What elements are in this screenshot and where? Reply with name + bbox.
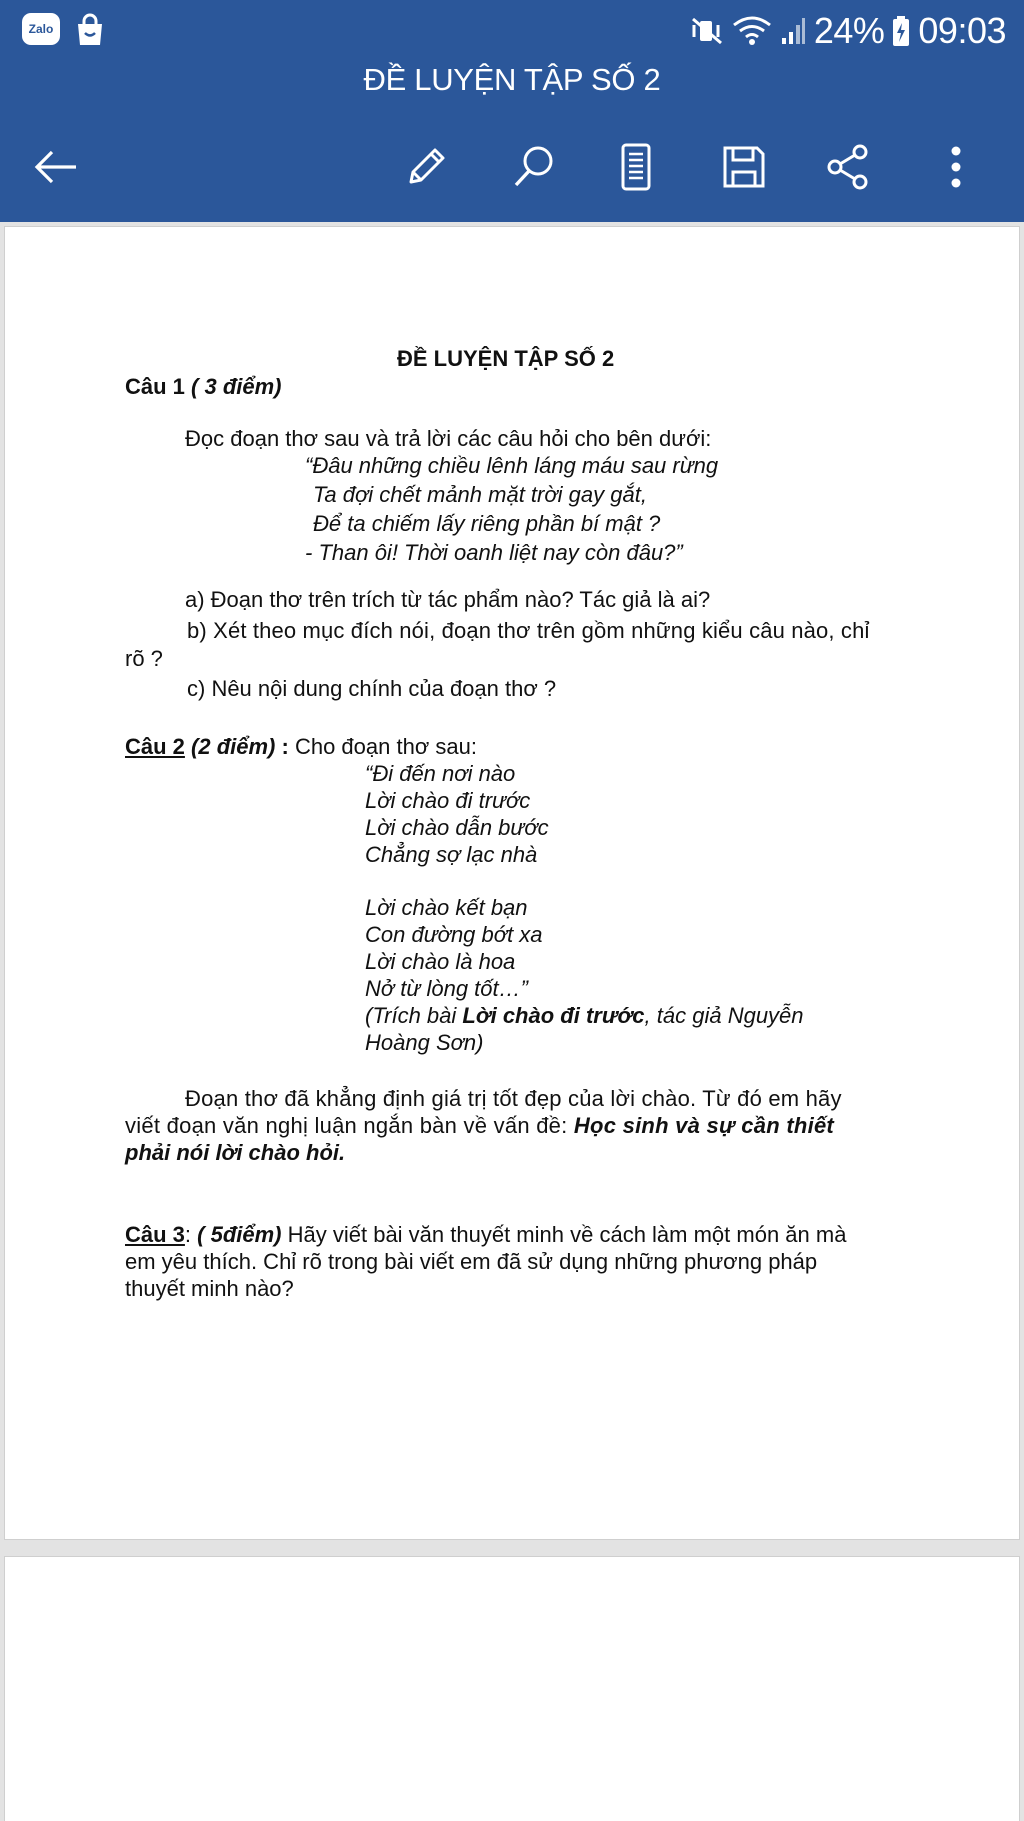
q1-poem-line-2: Ta đợi chết mảnh mặt trời gay gắt, [313, 482, 647, 507]
mobile-view-button[interactable] [604, 135, 668, 199]
toolbar [0, 135, 1024, 199]
q2-label: Câu 2 [125, 734, 185, 759]
document-content [5, 227, 1019, 1539]
q1-question-a: a) Đoạn thơ trên trích từ tác phẩm nào? Tác giả là ai? [185, 587, 711, 612]
q3-line-1 [125, 1221, 846, 1248]
q2-points: (2 điểm) [184, 734, 276, 759]
q2-poem-line-7: Lời chào là hoa [365, 949, 516, 974]
q1-question-b-cont: rõ ? [125, 646, 163, 671]
search-icon [510, 143, 558, 191]
battery-charging-icon [892, 15, 910, 47]
mobile-view-icon [619, 142, 653, 192]
q2-source [365, 1002, 804, 1029]
share-icon [825, 144, 871, 190]
q1-question-c: c) Nêu nội dung chính của đoạn thơ ? [187, 676, 557, 701]
q2-poem-line-8: Nở từ lòng tốt…” [365, 976, 528, 1001]
q2-task-line-3: phải nói lời chào hỏi. [125, 1140, 346, 1165]
more-options-button[interactable] [924, 135, 988, 199]
clock: 09:03 [918, 10, 1006, 51]
app-header [0, 0, 1024, 222]
more-vert-icon [949, 144, 963, 190]
q2-source-prefix: (Trích bài [365, 1003, 463, 1028]
back-arrow-icon [32, 147, 80, 187]
q2-poem-line-1: “Đi đến nơi nào [365, 761, 516, 786]
share-button[interactable] [816, 135, 880, 199]
document-heading: ĐỀ LUYỆN TẬP SỐ 2 [397, 346, 615, 371]
q1-poem-line-1: “Đâu những chiều lênh láng máu sau rừng [305, 453, 719, 478]
q1-poem-line-4: - Than ôi! Thời oanh liệt nay còn đâu?” [305, 540, 683, 565]
q2-task-topic: Học sinh và sự cần thiết [573, 1113, 835, 1138]
q2-intro: Cho đoạn thơ sau: [294, 734, 477, 759]
battery-percent: 24% [813, 10, 885, 51]
document-page-1[interactable] [4, 226, 1020, 1540]
save-icon [721, 144, 767, 190]
q2-poem-line-5: Lời chào kết bạn [365, 895, 528, 920]
q1-label: Câu 1 [125, 374, 185, 399]
q3-points: ( 5điểm) [197, 1222, 282, 1247]
app-bar-title: ĐỀ LUYỆN TẬP SỐ 2 [363, 62, 661, 97]
edit-button[interactable] [394, 135, 458, 199]
q2-poem-line-2: Lời chào đi trước [365, 788, 531, 813]
q3-colon: : [184, 1222, 198, 1247]
q1-poem-line-3: Để ta chiếm lấy riêng phần bí mật ? [313, 511, 661, 536]
save-button[interactable] [712, 135, 776, 199]
q3-line-2: em yêu thích. Chỉ rõ trong bài viết em đã sử dụng những phương pháp [125, 1249, 818, 1274]
q2-source-title: Lời chào đi trước [462, 1003, 645, 1028]
search-button[interactable] [502, 135, 566, 199]
status-left-icons [22, 13, 106, 47]
signal-icon [780, 16, 806, 46]
status-bar [0, 0, 1024, 60]
q2-poem-line-6: Con đường bớt xa [365, 922, 543, 947]
wifi-icon [732, 15, 772, 47]
status-right [690, 10, 1006, 52]
zalo-icon [22, 13, 60, 45]
q3-text-1: Hãy viết bài văn thuyết minh về cách làm một món ăn mà [281, 1222, 847, 1247]
q3-line-3: thuyết minh nào? [125, 1276, 294, 1301]
mute-vibrate-icon [690, 15, 724, 47]
shopping-bag-icon [74, 13, 106, 47]
q2-task-text: viết đoạn văn nghị luận ngắn bàn về vấn đề: [125, 1113, 574, 1138]
q2-task-line-1: Đoạn thơ đã khẳng định giá trị tốt đẹp của lời chào. Từ đó em hãy [185, 1086, 842, 1111]
q2-task-line-2 [125, 1112, 834, 1139]
q2-colon: : [275, 734, 295, 759]
q1-intro: Đọc đoạn thơ sau và trả lời các câu hỏi cho bên dưới: [185, 426, 712, 451]
q2-poem-line-3: Lời chào dẫn bước [365, 815, 549, 840]
q2-poem-line-4: Chẳng sợ lạc nhà [365, 842, 538, 867]
q2-header [125, 733, 477, 760]
q1-points: ( 3 điểm) [184, 374, 282, 399]
q1-question-b: b) Xét theo mục đích nói, đoạn thơ trên gồm những kiểu câu nào, chỉ [187, 618, 870, 643]
back-button[interactable] [24, 135, 88, 199]
document-page-2[interactable] [4, 1556, 1020, 1821]
zalo-label: Zalo [28, 22, 54, 36]
q3-label: Câu 3 [125, 1222, 185, 1247]
q1-header [125, 373, 282, 400]
pencil-edit-icon [403, 144, 449, 190]
q2-source-line-2: Hoàng Sơn) [365, 1030, 484, 1055]
q2-source-suffix: , tác giả Nguyễn [644, 1003, 804, 1028]
